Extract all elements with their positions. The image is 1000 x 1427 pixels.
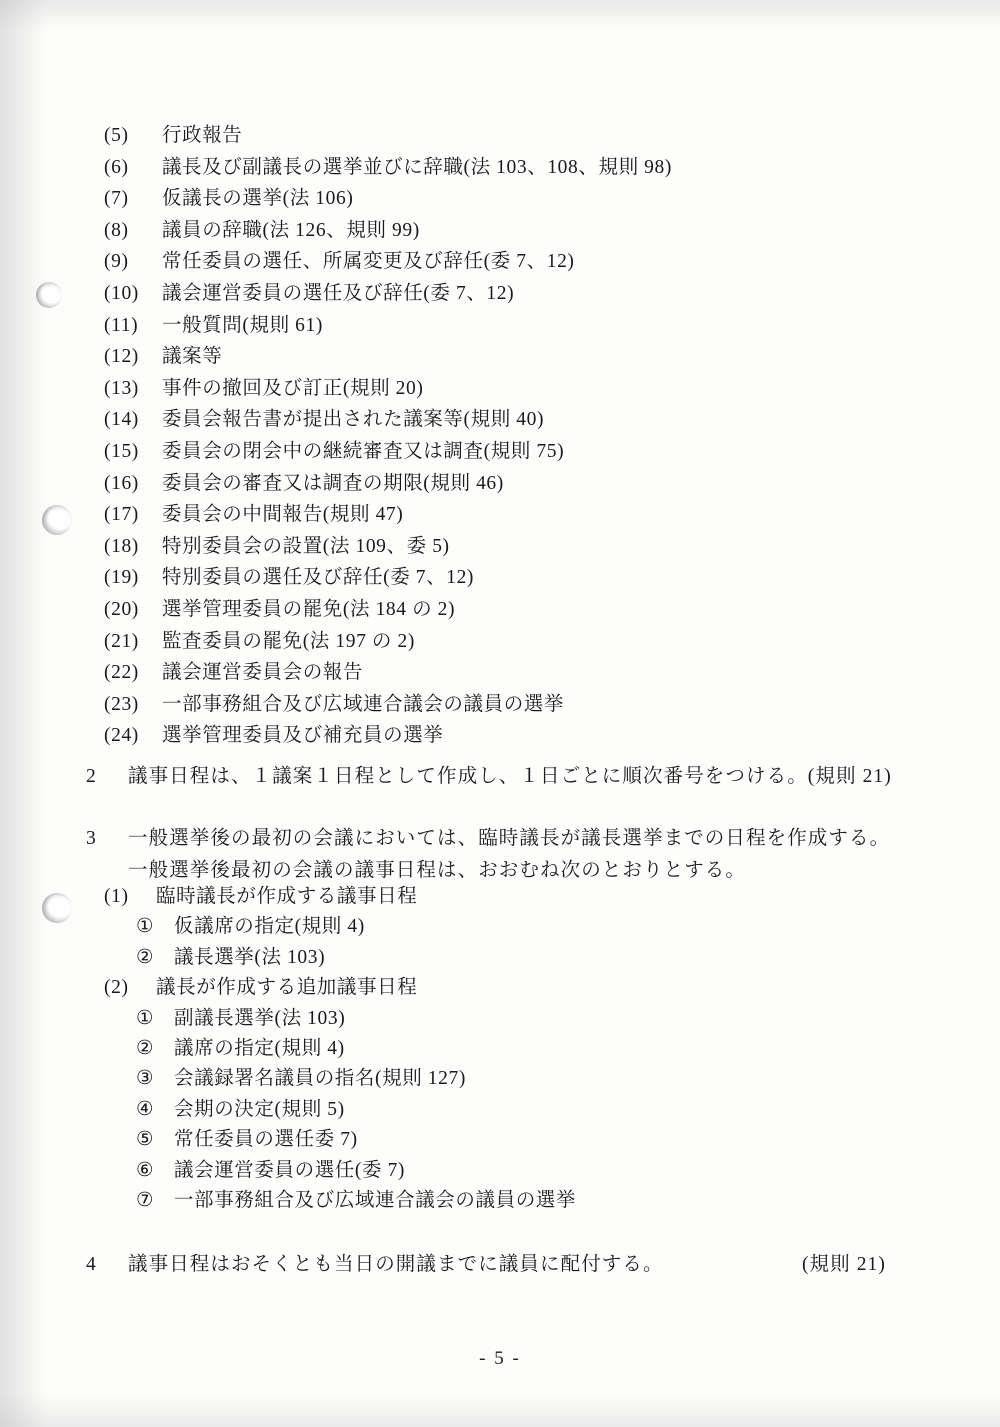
- list-item: [104, 1156, 924, 1186]
- list-item: [104, 499, 924, 531]
- list-item-text: 委員会報告書が提出された議案等(規則 40): [162, 409, 545, 431]
- list-item-marker: ①: [136, 1007, 155, 1029]
- list-item: [104, 246, 924, 278]
- list-item: [104, 152, 924, 184]
- list-item-text: 委員会の審査又は調査の期限(規則 46): [162, 472, 504, 494]
- list-item: [104, 310, 924, 342]
- list-item-text: 事件の撤回及び訂正(規則 20): [162, 377, 424, 399]
- list-item: [104, 120, 924, 152]
- paragraph-4-text: 議事日程はおそくとも当日の開議までに議員に配付する。: [128, 1254, 664, 1275]
- list-item-text: 議会運営委員の選任(委 7): [174, 1159, 406, 1181]
- list-item-marker: (11): [104, 314, 139, 336]
- list-item-text: 一部事務組合及び広域連合議会の議員の選挙: [174, 1190, 577, 1212]
- paragraph-3-text-line2: 一般選挙後最初の会議の議事日程は、おおむね次のとおりとする。: [128, 860, 747, 881]
- list-item-marker: (22): [104, 662, 139, 684]
- list-item-marker: (6): [104, 156, 129, 178]
- list-item: [104, 1004, 924, 1034]
- list-item: [104, 341, 924, 373]
- list-item-marker: ⑤: [136, 1129, 155, 1151]
- list-item: [104, 689, 924, 721]
- list-item-marker: (20): [104, 598, 139, 620]
- paragraph-3-number: 3: [86, 828, 97, 849]
- list-item-text: 副議長選挙(法 103): [174, 1007, 346, 1029]
- list-item: [104, 720, 924, 752]
- list-item-marker: ④: [136, 1098, 155, 1120]
- list-item: [104, 404, 924, 436]
- sub-item-list: [104, 882, 924, 1216]
- paragraph-2-text: 議事日程は、１議案１日程として作成し、１日ごとに順次番号をつける。(規則 21): [128, 766, 892, 787]
- list-item-text: 議会運営委員の選任及び辞任(委 7、12): [162, 282, 515, 304]
- list-item-marker: (21): [104, 630, 139, 652]
- list-item-text: 一部事務組合及び広域連合議会の議員の選挙: [162, 693, 565, 715]
- list-item: [104, 468, 924, 500]
- list-item-text: 監査委員の罷免(法 197 の 2): [162, 630, 415, 652]
- paragraph-2-number: 2: [86, 766, 97, 787]
- list-item-marker: ①: [136, 916, 155, 938]
- list-item: [104, 912, 924, 942]
- list-item-marker: (7): [104, 188, 129, 210]
- list-item: [104, 1095, 924, 1125]
- list-item: [104, 562, 924, 594]
- list-item: [104, 1064, 924, 1094]
- list-item-marker: (10): [104, 282, 139, 304]
- list-item: [104, 1125, 924, 1155]
- list-item: [104, 531, 924, 563]
- list-item-text: 仮議席の指定(規則 4): [174, 916, 365, 938]
- list-item-text: 選挙管理委員の罷免(法 184 の 2): [162, 598, 456, 620]
- list-item-text: 議案等: [162, 346, 223, 368]
- list-item: [104, 436, 924, 468]
- list-item-text: 特別委員会の設置(法 109、委 5): [162, 535, 450, 557]
- list-item: [104, 373, 924, 405]
- list-item: [104, 594, 924, 626]
- page-number: - 5 -: [479, 1348, 521, 1369]
- list-item-text: 特別委員の選任及び辞任(委 7、12): [162, 567, 475, 589]
- list-item: [104, 1186, 924, 1216]
- list-item-marker: (17): [104, 504, 139, 526]
- list-item: [104, 943, 924, 973]
- list-item-text: 行政報告: [162, 125, 243, 146]
- paragraph-4: [86, 1249, 886, 1281]
- list-item-text: 議員の辞職(法 126、規則 99): [162, 219, 420, 241]
- paragraph-3: [86, 823, 890, 887]
- list-item-marker: (14): [104, 409, 139, 431]
- list-item-text: 臨時議長が作成する議事日程: [156, 886, 418, 907]
- numbered-item-list: [104, 120, 924, 752]
- list-item: [104, 626, 924, 658]
- list-item-marker: (23): [104, 693, 139, 715]
- list-item-text: 一般質問(規則 61): [162, 314, 323, 336]
- list-item: [104, 215, 924, 247]
- list-item-marker: (13): [104, 377, 139, 399]
- list-item-text: 議長が作成する追加議事日程: [156, 977, 418, 999]
- list-item-marker: (24): [104, 725, 139, 747]
- list-item-marker: (5): [104, 125, 129, 146]
- list-item-marker: (2): [104, 977, 129, 999]
- list-item: [104, 183, 924, 215]
- list-item-text: 常任委員の選任委 7): [174, 1129, 358, 1151]
- list-item-marker: (9): [104, 251, 129, 273]
- list-item-text: 仮議長の選挙(法 106): [162, 188, 354, 210]
- list-item-marker: (15): [104, 440, 139, 462]
- list-item-marker: (8): [104, 219, 129, 241]
- list-item-marker: ⑥: [136, 1159, 155, 1181]
- paragraph-2: [86, 761, 892, 793]
- list-item-text: 常任委員の選任、所属変更及び辞任(委 7、12): [162, 251, 575, 273]
- list-item-text: 委員会の閉会中の継続審査又は調査(規則 75): [162, 440, 565, 462]
- list-item: [104, 973, 924, 1003]
- list-item-marker: (12): [104, 346, 139, 368]
- list-item-text: 会期の決定(規則 5): [174, 1098, 345, 1120]
- list-item-marker: (16): [104, 472, 139, 494]
- list-item-text: 会議録署名議員の指名(規則 127): [174, 1068, 466, 1090]
- list-item-marker: (18): [104, 535, 139, 557]
- list-item-marker: ②: [136, 946, 155, 968]
- list-item-marker: ②: [136, 1038, 155, 1060]
- list-item-text: 選挙管理委員及び補充員の選挙: [162, 725, 444, 747]
- list-item: [104, 882, 924, 912]
- list-item-marker: ⑦: [136, 1190, 155, 1212]
- list-item: [104, 1034, 924, 1064]
- paragraph-3-text-line1: 一般選挙後の最初の会議においては、臨時議長が議長選挙までの日程を作成する。: [128, 828, 891, 849]
- list-item: [104, 657, 924, 689]
- paragraph-4-body: [86, 1249, 664, 1281]
- paragraph-3-line1: [86, 823, 890, 855]
- list-item: [104, 278, 924, 310]
- list-item-text: 委員会の中間報告(規則 47): [162, 504, 404, 526]
- list-item-text: 議長及び副議長の選挙並びに辞職(法 103、108、規則 98): [162, 156, 672, 178]
- list-item-marker: (19): [104, 567, 139, 589]
- paragraph-4-number: 4: [86, 1254, 97, 1275]
- list-item-text: 議会運営委員会の報告: [162, 662, 364, 684]
- list-item-text: 議席の指定(規則 4): [174, 1038, 345, 1060]
- paragraph-4-reference: (規則 21): [801, 1254, 886, 1275]
- list-item-text: 議長選挙(法 103): [174, 946, 326, 968]
- list-item-marker: (1): [104, 886, 129, 907]
- list-item-marker: ③: [136, 1068, 155, 1090]
